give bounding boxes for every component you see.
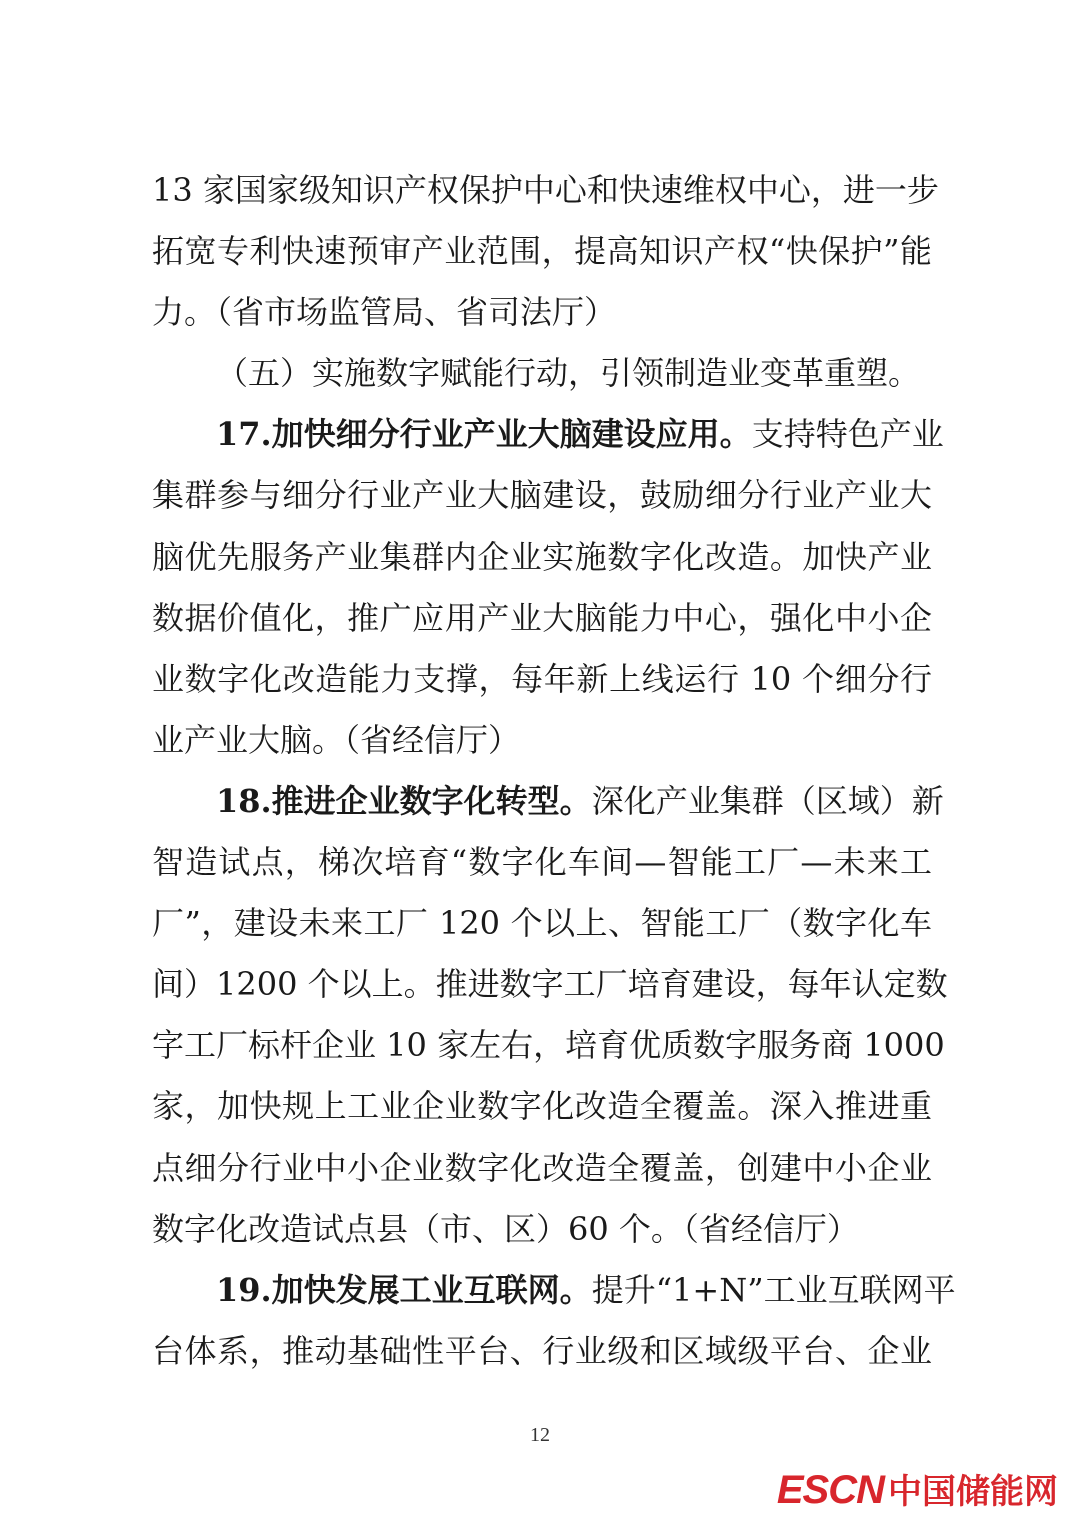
page-number: 12: [530, 1424, 550, 1446]
text-line: 13 家国家级知识产权保护中心和快速维权中心，进一步: [152, 171, 939, 209]
watermark-cn: 中国储能网: [888, 1472, 1058, 1512]
text-line: 脑优先服务产业集群内企业实施数字化改造。加快产业: [152, 537, 932, 576]
item-18-title: 18.推进企业数字化转型。: [216, 781, 592, 820]
watermark-en: ESCN: [776, 1468, 884, 1512]
document-body: [152, 160, 956, 1382]
item-17-text: 支持特色产业: [751, 415, 944, 454]
escn-watermark-logo: [777, 1467, 1058, 1513]
text-line: 厂”，建设未来工厂 120 个以上、智能工厂（数字化车: [152, 904, 932, 943]
item-17-title: 17.加快细分行业产业大脑建设应用。: [216, 415, 752, 454]
text-line: 家，加快规上工业企业数字化改造全覆盖。深入推进重: [152, 1087, 932, 1126]
text-line: 业数字化改造能力支撑，每年新上线运行 10 个细分行: [152, 659, 932, 698]
text-line: 智造试点，梯次培育“数字化车间—智能工厂—未来工: [152, 843, 932, 882]
text-line: 间）1200 个以上。推进数字工厂培育建设，每年认定数: [152, 965, 948, 1004]
text-line: 业产业大脑。（省经信厅）: [152, 720, 521, 759]
text-line: 数据价值化，推广应用产业大脑能力中心，强化中小企: [152, 598, 932, 637]
text-line: 数字化改造试点县（市、区）60 个。（省经信厅）: [152, 1209, 859, 1248]
item-19-title: 19.加快发展工业互联网。: [216, 1270, 592, 1309]
text-line: 点细分行业中小企业数字化改造全覆盖，创建中小企业: [152, 1148, 932, 1187]
text-line: 力。（省市场监管局、省司法厅）: [152, 293, 617, 332]
item-18-text: 深化产业集群（区域）新: [591, 781, 944, 820]
item-19-first-line: [152, 1260, 956, 1321]
text-line: 字工厂标杆企业 10 家左右，培育优质数字服务商 1000: [152, 1026, 945, 1065]
section-heading: （五）实施数字赋能行动，引领制造业变革重塑。: [216, 354, 921, 393]
item-19-text: 提升“1+N”工业互联网平: [591, 1270, 956, 1309]
text-line: 集群参与细分行业产业大脑建设，鼓励细分行业产业大: [152, 476, 932, 515]
item-17-first-line: [152, 404, 944, 465]
text-line: 台体系，推动基础性平台、行业级和区域级平台、企业: [152, 1331, 932, 1370]
item-18-first-line: [152, 771, 944, 832]
text-line: 拓宽专利快速预审产业范围，提高知识产权“快保护”能: [152, 232, 932, 271]
